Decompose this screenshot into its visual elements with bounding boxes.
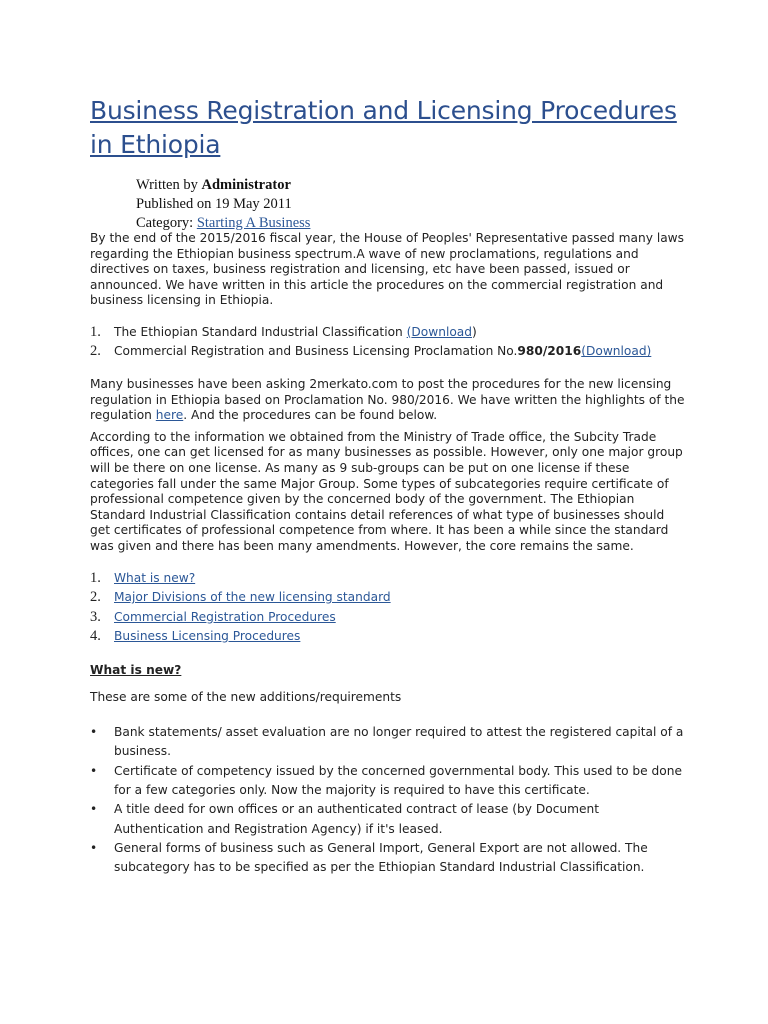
page-title[interactable]: Business Registration and Licensing Procedures in Ethiopia (90, 96, 677, 159)
toc-link-business-licensing[interactable]: Business Licensing Procedures (114, 629, 301, 643)
here-link[interactable]: here (155, 408, 184, 423)
toc-link-commercial-registration[interactable]: Commercial Registration Procedures (114, 609, 336, 624)
author-name: Administrator (201, 177, 291, 193)
bullet-icon: • (90, 840, 98, 855)
category-link[interactable]: Starting A Business (196, 215, 311, 231)
downloads-list (90, 323, 688, 362)
section-heading-what-is-new: What is new? (90, 662, 182, 677)
bullet-icon: • (90, 802, 98, 817)
whats-new-intro: These are some of the new additions/requirements (90, 689, 402, 704)
list-item: • Certificate of competency issued by the concerned governmental body. This used to be done for a few categories only. Now the majority is required to have this certificate. (90, 763, 682, 797)
list-item: 1. The Ethiopian Standard Industrial Classification (Download) (90, 323, 477, 340)
download-link-proclamation[interactable]: (Download) (581, 344, 652, 359)
author-line: Written by Administrator (136, 177, 291, 193)
bullet-icon: • (90, 763, 98, 778)
paragraph-3: According to the information we obtained from the Ministry of Trade office, the Subcity Trade offices, one can get licensed for as many businesses as possible. However, only one major group will be there on one license. As many as 9 sub-groups can be put on one license if these categories fall under the same Major Group. Some types of subcategories require certificate of professional competence given by the concerned body of the government. The Ethiopian Standard Industrial Classification contains detail references of what type of businesses should get certificates of professional competence from where. It has been a while since the standard was given and there has been many amendments. However, the core remains the same. (90, 429, 683, 553)
list-item: • General forms of business such as General Import, General Export are not allowed. The subcategory has to be specified as per the Ethiopian Standard Industrial Classification. (90, 840, 648, 875)
article-meta (136, 176, 688, 233)
download-link-classification[interactable]: (Download (406, 324, 473, 339)
toc-link-what-is-new[interactable]: What is new? (114, 570, 196, 585)
toc-link-major-divisions[interactable]: Major Divisions of the new licensing standard (114, 590, 391, 604)
published-date: Published on 19 May 2011 (136, 196, 292, 212)
article (90, 94, 688, 877)
paragraph-2: Many businesses have been asking 2merkato.com to post the procedures for the new licensing regulation in Ethiopia based on Proclamation No. 980/2016. We have written the highlights of the regulation here. And the procedures can be found below. (90, 376, 685, 423)
requirements-list (90, 723, 688, 877)
bullet-icon: • (90, 725, 98, 740)
table-of-contents (90, 569, 688, 647)
category-line: Category: Starting A Business (136, 215, 311, 231)
intro-paragraph: By the end of the 2015/2016 fiscal year, the House of Peoples' Representative passed many laws regarding the Ethiopian business spectrum.A wave of new proclamations, regulations and directives on taxes, business registration and licensing, etc have been passed, issued or announced. We have written in this article the procedures on the commercial registration and business licensing in Ethiopia. (90, 231, 684, 308)
toc-item: 1. What is new? (90, 569, 196, 586)
list-item: 2. Commercial Registration and Business Licensing Proclamation No.980/2016(Download) (90, 343, 652, 360)
list-item: • A title deed for own offices or an authenticated contract of lease (by Document Authentication and Registration Agency) if it's leased. (90, 802, 600, 836)
toc-item: 4. Business Licensing Procedures (90, 628, 301, 644)
toc-item: 2. Major Divisions of the new licensing standard (90, 589, 391, 605)
toc-item: 3. Commercial Registration Procedures (90, 608, 336, 625)
list-item: • Bank statements/ asset evaluation are no longer required to attest the registered capital of a business. (90, 725, 684, 759)
